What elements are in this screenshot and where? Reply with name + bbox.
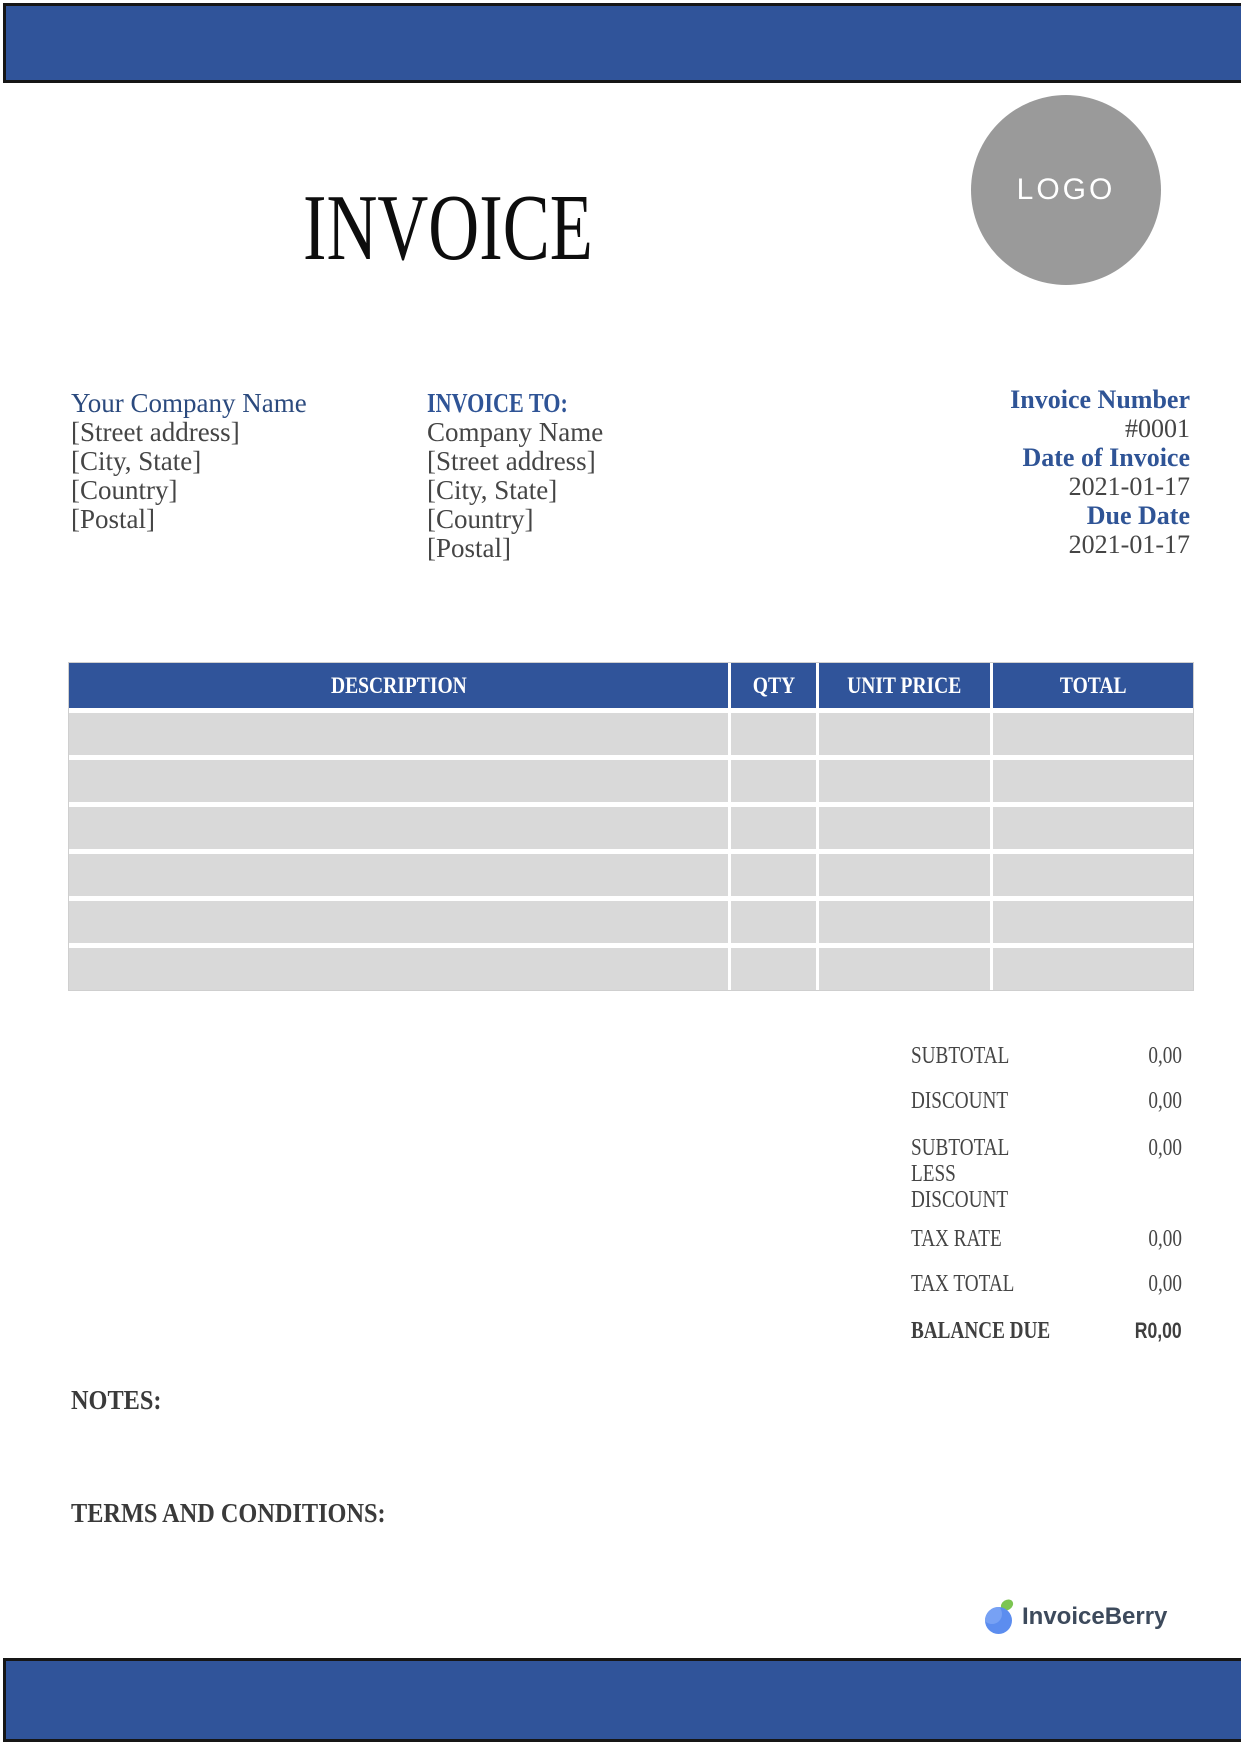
subtotal-less-discount-value: 0,00 [1148, 1135, 1182, 1161]
notes-heading: NOTES: [71, 1385, 162, 1415]
cell-qty [731, 948, 816, 990]
line-items-table [69, 663, 1193, 990]
table-row [69, 713, 1193, 755]
col-header-unit-price: UNIT PRICE [819, 663, 990, 708]
sender-address-block [71, 389, 307, 534]
sender-company-name: Your Company Name [71, 388, 307, 418]
balance-due-label: BALANCE DUE [911, 1318, 1051, 1344]
cell-unit-price [819, 760, 990, 802]
subtotal-less-discount-label: SUBTOTAL LESS DISCOUNT [911, 1135, 1009, 1213]
cell-total [993, 854, 1193, 896]
cell-description [69, 854, 728, 896]
tax-total-value: 0,00 [1148, 1271, 1182, 1297]
cell-unit-price [819, 901, 990, 943]
bottom-accent-bar [3, 1658, 1241, 1742]
table-row [69, 854, 1193, 896]
cell-qty [731, 713, 816, 755]
table-row [69, 901, 1193, 943]
sender-city-state: [City, State] [71, 446, 202, 476]
cell-unit-price [819, 713, 990, 755]
invoice-date-value: 2021-01-17 [1068, 472, 1190, 501]
tax-total-label: TAX TOTAL [911, 1271, 1015, 1297]
top-accent-bar [3, 3, 1241, 83]
col-header-qty: QTY [731, 663, 816, 708]
cell-qty [731, 760, 816, 802]
cell-description [69, 760, 728, 802]
invoice-to-label: INVOICE TO: [427, 388, 568, 418]
cell-qty [731, 901, 816, 943]
recipient-country: [Country] [427, 504, 534, 534]
recipient-street: [Street address] [427, 446, 596, 476]
sender-country: [Country] [71, 475, 178, 505]
invoiceberry-logo-icon [981, 1596, 1019, 1638]
cell-qty [731, 807, 816, 849]
cell-total [993, 948, 1193, 990]
balance-due-value: R0,00 [1135, 1318, 1182, 1343]
cell-description [69, 807, 728, 849]
cell-total [993, 901, 1193, 943]
cell-total [993, 807, 1193, 849]
tax-rate-value: 0,00 [1148, 1226, 1182, 1252]
due-date-value: 2021-01-17 [1068, 530, 1190, 559]
subtotal-label: SUBTOTAL [911, 1043, 1010, 1069]
recipient-city-state: [City, State] [427, 475, 558, 505]
cell-description [69, 901, 728, 943]
cell-unit-price [819, 807, 990, 849]
due-date-label: Due Date [1086, 501, 1190, 530]
table-row [69, 807, 1193, 849]
col-header-total: TOTAL [993, 663, 1193, 708]
recipient-postal: [Postal] [427, 533, 511, 563]
cell-total [993, 713, 1193, 755]
table-row [69, 948, 1193, 990]
cell-description [69, 713, 728, 755]
page-title [303, 176, 689, 280]
discount-label: DISCOUNT [911, 1088, 1009, 1114]
sender-postal: [Postal] [71, 504, 155, 534]
table-header-row [69, 663, 1193, 708]
col-header-description: DESCRIPTION [69, 663, 728, 708]
cell-unit-price [819, 948, 990, 990]
discount-value: 0,00 [1148, 1088, 1182, 1114]
sender-street: [Street address] [71, 417, 240, 447]
table-row [69, 760, 1193, 802]
cell-unit-price [819, 854, 990, 896]
invoice-number-value: #0001 [1125, 414, 1190, 443]
recipient-address-block [427, 389, 603, 563]
tax-rate-label: TAX RATE [911, 1226, 1002, 1252]
cell-description [69, 948, 728, 990]
invoice-date-label: Date of Invoice [1022, 443, 1190, 472]
invoiceberry-brand-name: InvoiceBerry [1022, 1603, 1168, 1630]
terms-heading: TERMS AND CONDITIONS: [71, 1498, 386, 1528]
company-logo-placeholder [971, 95, 1161, 285]
page-title-text: INVOICE [303, 176, 593, 280]
invoice-number-label: Invoice Number [1010, 385, 1190, 414]
logo-placeholder-label: LOGO [1016, 173, 1116, 206]
subtotal-value: 0,00 [1148, 1043, 1182, 1069]
recipient-company-name: Company Name [427, 417, 604, 447]
invoice-meta-block [1010, 385, 1190, 559]
cell-qty [731, 854, 816, 896]
cell-total [993, 760, 1193, 802]
